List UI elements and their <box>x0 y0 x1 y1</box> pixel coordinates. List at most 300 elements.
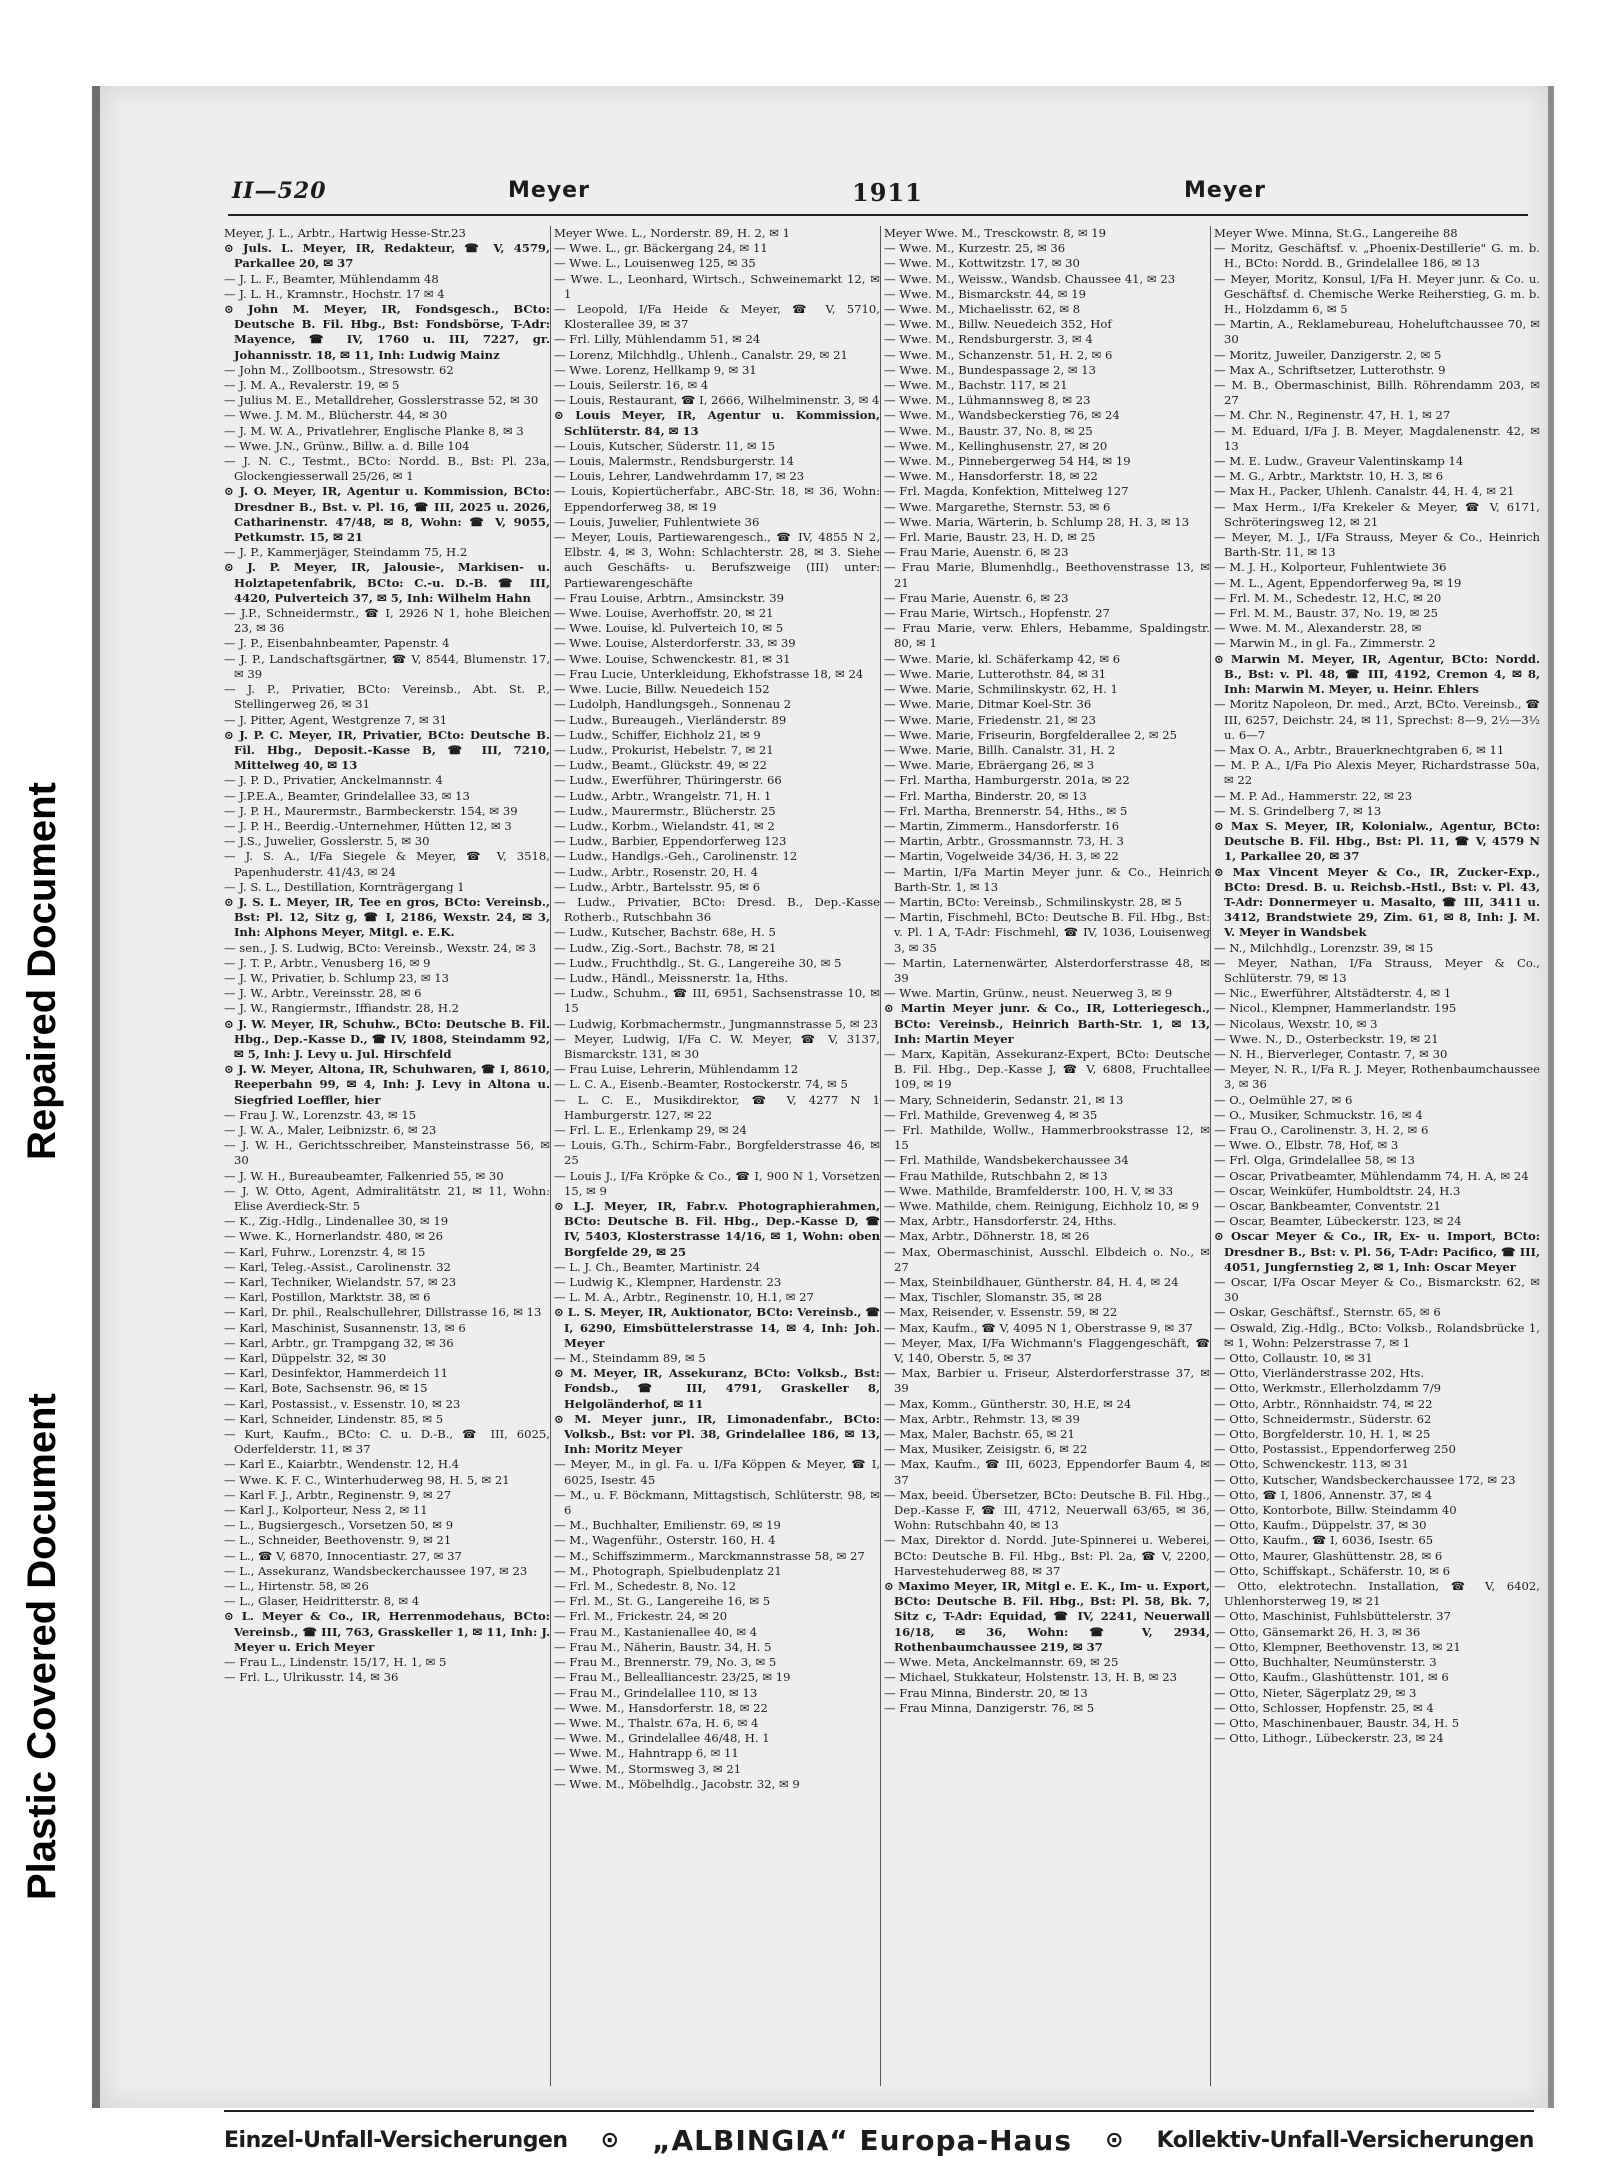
directory-entry: — Meyer, Louis, Partiewarengesch., ☎ IV, 4855 N 2, Elbstr. 4, ✉ 3, Wohn: Schlachterstr. 28, ✉ 3. Siehe auch Geschäfts- u. Berufszweige (III) unter: Partiewarengeschäfte <box>554 530 880 590</box>
directory-entry: — Wwe. M., Kurzestr. 25, ✉ 36 <box>884 241 1066 256</box>
footer-rule <box>224 2110 1534 2112</box>
directory-entry: — Max O. A., Arbtr., Brauerknechtgraben 6, ✉ 11 <box>1214 742 1505 757</box>
directory-entry: — Meyer, N. R., I/Fa R. J. Meyer, Rothenbaumchaussee 3, ✉ 36 <box>1214 1062 1540 1092</box>
directory-entry: — Wwe. Mathilde, Bramfelderstr. 100, H. V, ✉ 33 <box>884 1183 1174 1198</box>
directory-entry: — Oscar, Beamter, Lübeckerstr. 123, ✉ 24 <box>1214 1214 1462 1229</box>
directory-entry: — M. J. H., Kolporteur, Fuhlentwiete 36 <box>1214 560 1447 575</box>
directory-entry: — Moritz, Juweiler, Danzigerstr. 2, ✉ 5 <box>1214 347 1442 362</box>
directory-entry: — J. L. F., Beamter, Mühlendamm 48 <box>224 271 439 286</box>
directory-entry: ⊙ Marwin M. Meyer, IR, Agentur, BCto: Nordd. B., Bst: v. Pl. 48, ☎ III, 4192, Cremon 4, ✉ 8, Inh: Marwin M. Meyer, u. Heinr. Ehlers <box>1214 651 1540 697</box>
directory-entry: — Wwe. M., Thalstr. 67a, H. 6, ✉ 4 <box>554 1715 759 1730</box>
directory-entry: ⊙ M. Meyer, IR, Assekuranz, BCto: Volksb., Bst: Fondsb., ☎ III, 4791, Graskeller 8, Helgoländerhof, ✉ 11 <box>554 1366 880 1411</box>
directory-entry: — Frl. Mathilde, Grevenweg 4, ✉ 35 <box>884 1107 1098 1122</box>
directory-entry: — Max A., Schriftsetzer, Lutterothstr. 9 <box>1214 362 1446 377</box>
directory-entry: — Ludw., Fruchthdlg., St. G., Langereihe 30, ✉ 5 <box>554 955 842 970</box>
directory-entry: — Frau Marie, Wirtsch., Hopfenstr. 27 <box>884 606 1110 621</box>
directory-entry: — Wwe. M., Möbelhdlg., Jacobstr. 32, ✉ 9 <box>554 1776 800 1791</box>
directory-entry: — Oscar, Bankbeamter, Conventstr. 21 <box>1214 1199 1441 1213</box>
directory-entry: — Otto, Kutscher, Wandsbeckerchaussee 172, ✉ 23 <box>1214 1472 1516 1487</box>
directory-entry: — Max, beeid. Übersetzer, BCto: Deutsche B. Fil. Hbg., Dep.-Kasse F, ☎ III, 4712, Neuerwall 63/65, ✉ 36, Wohn: Rutschbahn 40, ✉ 13 <box>884 1487 1210 1533</box>
directory-entry: — Louis J., I/Fa Kröpke & Co., ☎ I, 900 N 1, Vorsetzen 15, ✉ 9 <box>554 1168 880 1198</box>
directory-entry: — Martin, Zimmerm., Hansdorferstr. 16 <box>884 818 1120 833</box>
directory-entry: — Karl J., Kolporteur, Ness 2, ✉ 11 <box>224 1503 428 1518</box>
directory-entry: — Karl, Fuhrw., Lorenzstr. 4, ✉ 15 <box>224 1244 426 1259</box>
directory-entry: — Frl. Marie, Baustr. 23, H. D, ✉ 25 <box>884 530 1096 545</box>
directory-entry: — Wwe. M., Michaelisstr. 62, ✉ 8 <box>884 302 1081 317</box>
directory-entry: — Wwe. Marie, Friseurin, Borgfelderallee 2, ✉ 25 <box>884 727 1178 742</box>
directory-entry: — N., Milchhdlg., Lorenzstr. 39, ✉ 15 <box>1214 940 1434 955</box>
directory-entry: ⊙ Max Vincent Meyer & Co., IR, Zucker-Exp., BCto: Dresd. B. u. Reichsb.-Hstl., Bst: v. Pl. 43, T-Adr: Donnermeyer u. Masalto, ☎ III, 3411 u. 3412, Brandstwiete 29, Zim. 61, ✉ 8, Inh: J. M. V. Meyer in Wandsbek <box>1214 864 1540 940</box>
directory-entry: — Max, Komm., Güntherstr. 30, H.E, ✉ 24 <box>884 1396 1132 1411</box>
directory-entry: ⊙ L.J. Meyer, IR, Fabr.v. Photographierahmen, BCto: Deutsche B. Fil. Hbg., Dep.-Kasse D, ☎ IV, 5403, Klosterstrasse 14/16, ✉ 1, Wohn: oben Borgfelde 29, ✉ 25 <box>554 1199 880 1259</box>
directory-entry: — Karl, Techniker, Wielandstr. 57, ✉ 23 <box>224 1275 457 1290</box>
directory-entry: — Kurt, Kaufm., BCto: C. u. D.-B., ☎ III, 6025, Oderfelderstr. 11, ✉ 37 <box>224 1427 550 1457</box>
directory-entry: — J. P., Kammerjäger, Steindamm 75, H.2 <box>224 545 468 560</box>
directory-entry: — M. P. Ad., Hammerstr. 22, ✉ 23 <box>1214 788 1413 803</box>
directory-entry: ⊙ L. S. Meyer, IR, Auktionator, BCto: Vereinsb., ☎ I, 6290, Eimsbüttelerstrasse 14, ✉ 4, Inh: Joh. Meyer <box>554 1305 880 1350</box>
header-rule <box>228 214 1528 216</box>
directory-entry: — J. P. H., Maurermstr., Barmbeckerstr. 154, ✉ 39 <box>224 803 518 818</box>
directory-entry: — Ludwig, Korbmachermstr., Jungmannstrasse 5, ✉ 23 <box>554 1016 879 1031</box>
directory-entry: — Wwe. M., Kellinghusenstr. 27, ✉ 20 <box>884 438 1108 453</box>
directory-entry: — Karl, Postassist., v. Essenstr. 10, ✉ 23 <box>224 1396 461 1411</box>
directory-entry: — Wwe. Marie, Lutterothstr. 84, ✉ 31 <box>884 666 1107 681</box>
directory-entry: — Wwe. M., Wandsbeckerstieg 76, ✉ 24 <box>884 408 1120 423</box>
directory-entry: — Wwe. K. F. C., Winterhuderweg 98, H. 5, ✉ 21 <box>224 1472 510 1487</box>
directory-entry: — J. P. H., Beerdig.-Unternehmer, Hütten 12, ✉ 3 <box>224 818 512 833</box>
directory-entry: — Ludolph, Handlungsgeh., Sonnenau 2 <box>554 697 792 712</box>
directory-entry: — J. P. D., Privatier, Anckelmannstr. 4 <box>224 773 443 788</box>
directory-entry: ⊙ J. P. C. Meyer, IR, Privatier, BCto: Deutsche B. Fil. Hbg., Deposit.-Kasse B, ☎ III, 7210, Mittelweg 40, ✉ 13 <box>224 727 550 773</box>
directory-entry: — Martin, Vogelweide 34/36, H. 3, ✉ 22 <box>884 849 1119 864</box>
directory-entry: — Wwe. M., Baustr. 37, No. 8, ✉ 25 <box>884 423 1093 438</box>
directory-entry: — Karl, Düppelstr. 32, ✉ 30 <box>224 1351 387 1366</box>
directory-entry: — Wwe. Louise, Schwenckestr. 81, ✉ 31 <box>554 651 791 666</box>
directory-entry: — Frau M., Bellealliancestr. 23/25, ✉ 19 <box>554 1670 791 1685</box>
directory-entry: — Karl, Dr. phil., Realschullehrer, Dillstrasse 16, ✉ 13 <box>224 1305 542 1320</box>
directory-entry: — O., Oelmühle 27, ✉ 6 <box>1214 1092 1353 1107</box>
directory-entry: — Ludw., Kutscher, Bachstr. 68e, H. 5 <box>554 925 776 940</box>
directory-entry: — Martin, I/Fa Martin Meyer junr. & Co., Heinrich Barth-Str. 1, ✉ 13 <box>884 864 1210 894</box>
directory-entry: — J. S. A., I/Fa Siegele & Meyer, ☎ V, 3518, Papenhuderstr. 41/43, ✉ 24 <box>224 849 550 879</box>
directory-entry: — Wwe. M., Schanzenstr. 51, H. 2, ✉ 6 <box>884 347 1113 362</box>
directory-entry: Meyer Wwe. L., Norderstr. 89, H. 2, ✉ 1 <box>554 226 791 240</box>
directory-entry: — Frl. M. M., Baustr. 37, No. 19, ✉ 25 <box>1214 606 1438 621</box>
directory-entry: — Wwe. Louise, kl. Pulverteich 10, ✉ 5 <box>554 621 784 636</box>
directory-entry: — Oscar, I/Fa Oscar Meyer & Co., Bismarckstr. 62, ✉ 30 <box>1214 1275 1540 1305</box>
page-number: II—520 <box>232 178 327 204</box>
page-content <box>128 86 1540 2157</box>
directory-entry: — Otto, elektrotechn. Installation, ☎ V, 6402, Uhlenhorsterweg 19, ✉ 21 <box>1214 1579 1540 1609</box>
directory-entry: — M., u. F. Böckmann, Mittagstisch, Schlüterstr. 98, ✉ 6 <box>554 1487 880 1518</box>
directory-entry: — Frau J. W., Lorenzstr. 43, ✉ 15 <box>224 1107 417 1122</box>
directory-entry: — Karl, Postillon, Marktstr. 38, ✉ 6 <box>224 1290 431 1305</box>
year-heading: 1911 <box>852 178 923 207</box>
directory-entry: — Frl. Olga, Grindelallee 58, ✉ 13 <box>1214 1153 1415 1168</box>
directory-entry: — Otto, Schwenckestr. 113, ✉ 31 <box>1214 1457 1409 1472</box>
directory-entry: — Frl. Lilly, Mühlendamm 51, ✉ 24 <box>554 332 761 347</box>
directory-entry: — Otto, Maschinist, Fuhlsbüttelerstr. 37 <box>1214 1609 1451 1624</box>
directory-entry: — Meyer, M. J., I/Fa Strauss, Meyer & Co., Heinrich Barth-Str. 11, ✉ 13 <box>1214 530 1540 560</box>
directory-entry: — Louis, Kutscher, Süderstr. 11, ✉ 15 <box>554 438 776 453</box>
directory-entry: — N. H., Bierverleger, Contastr. 7, ✉ 30 <box>1214 1046 1448 1061</box>
directory-entry: — Frau Minna, Binderstr. 20, ✉ 13 <box>884 1685 1088 1700</box>
directory-entry: — J. W., Arbtr., Vereinsstr. 28, ✉ 6 <box>224 986 422 1001</box>
directory-entry: — Karl, Maschinist, Susannenstr. 13, ✉ 6 <box>224 1320 466 1335</box>
directory-entry: ⊙ Max S. Meyer, IR, Kolonialw., Agentur, BCto: Deutsche B. Fil. Hbg., Bst: Pl. 11, ☎ V, 4579 N 1, Parkallee 20, ✉ 37 <box>1214 818 1540 864</box>
directory-entry: — Frau M., Näherin, Baustr. 34, H. 5 <box>554 1639 772 1654</box>
directory-entry: — J.P., Schneidermstr., ☎ I, 2926 N 1, hohe Bleichen 23, ✉ 36 <box>224 606 550 636</box>
directory-entry: — Otto, Werkmstr., Ellerholzdamm 7/9 <box>1214 1381 1441 1396</box>
directory-entry: — Wwe. Marie, Friedenstr. 21, ✉ 23 <box>884 712 1097 727</box>
directory-entry: ⊙ J. W. Meyer, IR, Schuhw., BCto: Deutsche B. Fil. Hbg., Dep.-Kasse D., ☎ IV, 1808, Steindamm 92, ✉ 5, Inh: J. Levy u. Jul. Hirschfeld <box>224 1016 550 1061</box>
directory-entry: ⊙ J. W. Meyer, Altona, IR, Schuhwaren, ☎ I, 8610, Reeperbahn 99, ✉ 4, Inh: J. Levy in Altona u. Siegfried Loeffler, hier <box>224 1062 550 1107</box>
directory-entry: ⊙ J. P. Meyer, IR, Jalousie-, Markisen- u. Holztapetenfabrik, BCto: C.-u. D.-B. ☎ III, 4420, Pulverteich 37, ✉ 5, Inh: Wilhelm Hahn <box>224 560 550 605</box>
directory-entry: — Wwe. M., Stormsweg 3, ✉ 21 <box>554 1761 742 1776</box>
directory-entry: — Max, Tischler, Slomanstr. 35, ✉ 28 <box>884 1290 1103 1305</box>
directory-entry: — Wwe. M., Weissw., Wandsb. Chaussee 41, ✉ 23 <box>884 271 1176 286</box>
directory-entry: — Frl. M., Frickestr. 24, ✉ 20 <box>554 1609 728 1624</box>
directory-entry: — Martin, Arbtr., Grossmannstr. 73, H. 3 <box>884 834 1124 849</box>
directory-entry: — Wwe. Margarethe, Sternstr. 53, ✉ 6 <box>884 499 1111 514</box>
directory-entry: ⊙ M. Meyer junr., IR, Limonadenfabr., BCto: Volksb., Bst: vor Pl. 38, Grindelallee 186, ✉ 13, Inh: Moritz Meyer <box>554 1411 880 1457</box>
directory-entry: — Frau Marie, verw. Ehlers, Hebamme, Spaldingstr. 80, ✉ 1 <box>884 621 1210 651</box>
directory-entry: — Meyer, M., in gl. Fa. u. I/Fa Köppen & Meyer, ☎ I, 6025, Isestr. 45 <box>554 1457 880 1487</box>
directory-entry: — Ludw., Beamt., Glückstr. 49, ✉ 22 <box>554 758 767 773</box>
directory-entry: — Wwe. Lorenz, Hellkamp 9, ✉ 31 <box>554 362 757 377</box>
directory-entry: — J. W. H., Bureaubeamter, Falkenried 55, ✉ 30 <box>224 1168 504 1183</box>
directory-entry: — Wwe. M., Hansdorferstr. 18, ✉ 22 <box>554 1700 768 1715</box>
directory-entry: — Frau Marie, Auenstr. 6, ✉ 23 <box>884 545 1069 560</box>
directory-entry: — Wwe. Meta, Anckelmannstr. 69, ✉ 25 <box>884 1655 1119 1670</box>
directory-entry: — J. W., Rangiermstr., Iffiandstr. 28, H.2 <box>224 1001 460 1016</box>
footer-center-text: „ALBINGIA“ Europa-Haus <box>652 2123 1073 2157</box>
directory-entry: — Max, Musiker, Zeisigstr. 6, ✉ 22 <box>884 1442 1088 1457</box>
directory-entry: ⊙ John M. Meyer, IR, Fondsgesch., BCto: Deutsche B. Fil. Hbg., Bst: Fondsbörse, T-Adr: Mayence, ☎ IV, 1760 u. III, 7227, gr. Johannisstr. 18, ✉ 11, Inh: Ludwig Mainz <box>224 302 550 362</box>
directory-entry: Meyer Wwe. M., Tresckowstr. 8, ✉ 19 <box>884 226 1107 240</box>
directory-entry: — Oskar, Geschäftsf., Sternstr. 65, ✉ 6 <box>1214 1305 1441 1320</box>
plastic-covered-label: Plastic Covered Document <box>20 1393 64 1900</box>
directory-entry: — M. Chr. N., Reginenstr. 47, H. 1, ✉ 27 <box>1214 408 1451 423</box>
directory-entry: — Ludw., Privatier, BCto: Dresd. B., Dep.-Kasse Rotherb., Rutschbahn 36 <box>554 894 880 925</box>
directory-entry: — Frau Mathilde, Rutschbahn 2, ✉ 13 <box>884 1168 1108 1183</box>
directory-entry: — Otto, Klempner, Beethovenstr. 13, ✉ 21 <box>1214 1639 1461 1654</box>
left-running-head: Meyer <box>508 178 590 203</box>
directory-entry: ⊙ Oscar Meyer & Co., IR, Ex- u. Import, BCto: Dresdner B., Bst: v. Pl. 56, T-Adr: Pacifico, ☎ III, 4051, Jungfernstieg 2, ✉ 1, Inh: Oscar Meyer <box>1214 1229 1540 1274</box>
directory-entry: — Ludw., Handlgs.-Geh., Carolinenstr. 12 <box>554 849 798 864</box>
directory-entry: — Oscar, Privatbeamter, Mühlendamm 74, H. A, ✉ 24 <box>1214 1168 1529 1183</box>
directory-entry: — Wwe. O., Elbstr. 78, Hof, ✉ 3 <box>1214 1138 1399 1153</box>
directory-entry: — Otto, Kaufm., Glashüttenstr. 101, ✉ 6 <box>1214 1670 1449 1685</box>
directory-entry: — Otto, Schlosser, Hopfenstr. 25, ✉ 4 <box>1214 1700 1434 1715</box>
directory-entry: — M. Eduard, I/Fa J. B. Meyer, Magdalenenstr. 42, ✉ 13 <box>1214 423 1540 453</box>
directory-entry: — Otto, Postassist., Eppendorferweg 250 <box>1214 1442 1456 1457</box>
directory-entry: — J. M. W. A., Privatlehrer, Englische Planke 8, ✉ 3 <box>224 423 524 438</box>
right-running-head: Meyer <box>1184 178 1266 203</box>
directory-entry: — L., Hirtenstr. 58, ✉ 26 <box>224 1579 369 1594</box>
directory-entry: — Nicol., Klempner, Hammerlandstr. 195 <box>1214 1001 1457 1016</box>
directory-entry: — Frau Lucie, Unterkleidung, Ekhofstrasse 18, ✉ 24 <box>554 666 864 681</box>
directory-entry: — J.P.E.A., Beamter, Grindelallee 33, ✉ 13 <box>224 788 470 803</box>
directory-entry: — Frl. Martha, Hamburgerstr. 201a, ✉ 22 <box>884 773 1130 788</box>
directory-entry: — Wwe. M., Billw. Neuedeich 352, Hof <box>884 317 1112 332</box>
directory-entry: — M., Steindamm 89, ✉ 5 <box>554 1351 706 1366</box>
directory-entry: — Max, Direktor d. Nordd. Jute-Spinnerei u. Weberei, BCto: Deutsche B. Fil. Hbg., Bst: Pl. 2a, ☎ V, 2200, Harvestehuderweg 88, ✉ 37 <box>884 1533 1210 1578</box>
directory-entry: — Ludw., Arbtr., Wrangelstr. 71, H. 1 <box>554 788 772 803</box>
directory-entry: — Meyer, Moritz, Konsul, I/Fa H. Meyer junr. & Co. u. Geschäftsf. d. Chemische Werke Reiherstieg, G. m. b. H., Holzdamm 6, ✉ 5 <box>1214 271 1540 317</box>
column-divider <box>1210 226 1211 2086</box>
directory-entry: — Otto, Collaustr. 10, ✉ 31 <box>1214 1351 1373 1366</box>
directory-entry: — Ludw., Arbtr., Rosenstr. 20, H. 4 <box>554 864 759 879</box>
directory-entry: — Otto, Arbtr., Rönnhaidstr. 74, ✉ 22 <box>1214 1396 1433 1411</box>
directory-entry: — Frl. M., St. G., Langereihe 16, ✉ 5 <box>554 1594 771 1609</box>
directory-entry: — J. W. A., Maler, Leibnizstr. 6, ✉ 23 <box>224 1122 437 1137</box>
directory-entry: — J. L. H., Kramnstr., Hochstr. 17 ✉ 4 <box>224 286 445 301</box>
directory-entry: — Karl, Teleg.-Assist., Carolinenstr. 32 <box>224 1259 451 1274</box>
directory-entry: — J. W. Otto, Agent, Admiralitätstr. 21, ✉ 11, Wohn: Elise Averdieck-Str. 5 <box>224 1183 550 1213</box>
directory-entry: — Wwe. Marie, kl. Schäferkamp 42, ✉ 6 <box>884 651 1121 666</box>
directory-entry: — Wwe. M., Bundespassage 2, ✉ 13 <box>884 362 1096 377</box>
directory-entry: — Max H., Packer, Uhlenh. Canalstr. 44, H. 4, ✉ 21 <box>1214 484 1515 499</box>
directory-entry: — Wwe. M. M., Alexanderstr. 28, ✉ <box>1214 621 1422 636</box>
directory-entry: — Wwe. Marie, Ebräergang 26, ✉ 3 <box>884 758 1095 773</box>
directory-entry: — M. L., Agent, Eppendorferweg 9a, ✉ 19 <box>1214 575 1462 590</box>
directory-entry: — Louis, G.Th., Schirm-Fabr., Borgfelderstrasse 46, ✉ 25 <box>554 1138 880 1168</box>
directory-entry: — J. W. H., Gerichtsschreiber, Mansteinstrasse 56, ✉ 30 <box>224 1138 550 1168</box>
footer-bullet-icon: ⊙ <box>1105 2127 1124 2153</box>
directory-entry: ⊙ L. Meyer & Co., IR, Herrenmodehaus, BCto: Vereinsb., ☎ III, 763, Grasskeller 1, ✉ 11, Inh: J. Meyer u. Erich Meyer <box>224 1609 550 1654</box>
directory-entry: — Karl, Arbtr., gr. Trampgang 32, ✉ 36 <box>224 1335 454 1350</box>
directory-entry: — Karl, Schneider, Lindenstr. 85, ✉ 5 <box>224 1411 444 1426</box>
directory-entry: — Ludw., Prokurist, Hebelstr. 7, ✉ 21 <box>554 742 774 757</box>
directory-entry: — O., Musiker, Schmuckstr. 16, ✉ 4 <box>1214 1107 1423 1122</box>
directory-entry: — Max, Kaufm., ☎ V, 4095 N 1, Oberstrasse 9, ✉ 37 <box>884 1320 1193 1335</box>
directory-entry: — Otto, Kontorbote, Billw. Steindamm 40 <box>1214 1503 1457 1518</box>
column-4 <box>1214 226 1540 2106</box>
directory-entry: — Frl. L. E., Erlenkamp 29, ✉ 24 <box>554 1122 747 1137</box>
directory-entry: — Louis, Juwelier, Fuhlentwiete 36 <box>554 514 760 529</box>
directory-entry: — L., ☎ V, 6870, Innocentiastr. 27, ✉ 37 <box>224 1548 462 1563</box>
directory-entry: — Wwe. M., Bismarckstr. 44, ✉ 19 <box>884 286 1086 301</box>
directory-entry: — Frl. Martha, Binderstr. 20, ✉ 13 <box>884 788 1087 803</box>
directory-entry: — Ludw., Schiffer, Eichholz 21, ✉ 9 <box>554 727 761 742</box>
directory-entry: — Karl E., Kaiarbtr., Wendenstr. 12, H.4 <box>224 1457 460 1472</box>
directory-entry: — Wwe. M., Grindelallee 46/48, H. 1 <box>554 1731 770 1746</box>
directory-entry: ⊙ Martin Meyer junr. & Co., IR, Lotteriegesch., BCto: Vereinsb., Heinrich Barth-Str. 1, ✉ 13, Inh: Martin Meyer <box>884 1001 1210 1046</box>
directory-entry: — Ludw., Arbtr., Bartelsstr. 95, ✉ 6 <box>554 879 761 894</box>
directory-entry: — Wwe. Martin, Grünw., neust. Neuerweg 3, ✉ 9 <box>884 986 1173 1001</box>
directory-entry: — Louis, Seilerstr. 16, ✉ 4 <box>554 378 709 393</box>
directory-entry: — Frau Minna, Danzigerstr. 76, ✉ 5 <box>884 1700 1095 1715</box>
directory-entry: — Max, Maler, Bachstr. 65, ✉ 21 <box>884 1427 1075 1442</box>
directory-entry: — Ludw., Maurermstr., Blücherstr. 25 <box>554 803 776 818</box>
directory-entry: — Julius M. E., Metalldreher, Gosslerstrasse 52, ✉ 30 <box>224 393 539 408</box>
directory-entry: — J. M. A., Revalerstr. 19, ✉ 5 <box>224 378 400 393</box>
directory-entry: — sen., J. S. Ludwig, BCto: Vereinsb., Wexstr. 24, ✉ 3 <box>224 940 537 955</box>
directory-entry: — Otto, Schneidermstr., Süderstr. 62 <box>1214 1411 1432 1426</box>
directory-entry: ⊙ J. S. L. Meyer, IR, Tee en gros, BCto: Vereinsb., Bst: Pl. 12, Sitz g, ☎ I, 2186, Wexstr. 24, ✉ 3, Inh: Alphons Meyer, Mitgl. e. E.K. <box>224 894 550 940</box>
directory-entry: — Frau M., Grindelallee 110, ✉ 13 <box>554 1685 758 1700</box>
directory-entry: — Max, Barbier u. Friseur, Alsterdorferstrasse 37, ✉ 39 <box>884 1366 1210 1396</box>
directory-entry: — Wwe. M., Hahntrapp 6, ✉ 11 <box>554 1746 739 1761</box>
directory-entry: — Martin, BCto: Vereinsb., Schmilinskystr. 28, ✉ 5 <box>884 894 1182 909</box>
directory-entry: — L., Bugsiergesch., Vorsetzen 50, ✉ 9 <box>224 1518 454 1533</box>
directory-entry: — M., Photograph, Spielbudenplatz 21 <box>554 1563 782 1578</box>
directory-entry: — Otto, ☎ I, 1806, Annenstr. 37, ✉ 4 <box>1214 1487 1433 1502</box>
directory-entry: — Wwe. M., Bachstr. 117, ✉ 21 <box>884 378 1068 393</box>
directory-entry: — Frau Marie, Blumenhdlg., Beethovenstrasse 13, ✉ 21 <box>884 560 1210 590</box>
directory-entry: ⊙ J. O. Meyer, IR, Agentur u. Kommission, BCto: Dresdner B., Bst. v. Pl. 16, ☎ III, 2025 u. 2026, Catharinenstr. 47/48, ✉ 8, Wohn: ☎ V, 9055, Petkumstr. 15, ✉ 21 <box>224 484 550 545</box>
directory-entry: — Frau L., Lindenstr. 15/17, H. 1, ✉ 5 <box>224 1655 447 1670</box>
directory-entry: — M. B., Obermaschinist, Billh. Röhrendamm 203, ✉ 27 <box>1214 378 1540 408</box>
directory-entry: — Frau Marie, Auenstr. 6, ✉ 23 <box>884 590 1069 605</box>
directory-entry: ⊙ Juls. L. Meyer, IR, Redakteur, ☎ V, 4579, Parkallee 20, ✉ 37 <box>224 241 550 271</box>
directory-entry: — Wwe. Marie, Billh. Canalstr. 31, H. 2 <box>884 742 1116 757</box>
directory-entry: — Wwe. J. M. M., Blücherstr. 44, ✉ 30 <box>224 408 448 423</box>
footer-right-text: Kollektiv-Unfall-Versicherungen <box>1156 2127 1534 2153</box>
directory-entry: — M., Buchhalter, Emilienstr. 69, ✉ 19 <box>554 1518 781 1533</box>
directory-entry: — Wwe. Louise, Alsterdorferstr. 33, ✉ 39 <box>554 636 796 651</box>
directory-entry: — Martin, Fischmehl, BCto: Deutsche B. Fil. Hbg., Bst: v. Pl. 1 A, T-Adr: Fischmehl, ☎ IV, 1036, Louisenweg 3, ✉ 35 <box>884 910 1210 955</box>
directory-entry: — Wwe. Louise, Averhoffstr. 20, ✉ 21 <box>554 606 774 621</box>
directory-entry: — Louis, Malermstr., Rendsburgerstr. 14 <box>554 454 794 469</box>
directory-entry: — Louis, Kopiertücherfabr., ABC-Str. 18, ✉ 36, Wohn: Eppendorferweg 38, ✉ 19 <box>554 484 880 514</box>
directory-entry: — L. J. Ch., Beamter, Martinistr. 24 <box>554 1259 761 1274</box>
directory-entry: — Wwe. J.N., Grünw., Billw. a. d. Bille 104 <box>224 438 470 453</box>
directory-entry: — L., Schneider, Beethovenstr. 9, ✉ 21 <box>224 1533 452 1548</box>
directory-entry: — Karl, Desinfektor, Hammerdeich 11 <box>224 1366 449 1381</box>
footer-advert <box>224 2120 1534 2160</box>
directory-entry: — J. T. P., Arbtr., Venusberg 16, ✉ 9 <box>224 955 431 970</box>
directory-entry: — Max, Reisender, v. Essenstr. 59, ✉ 22 <box>884 1305 1118 1320</box>
directory-entry: — Lorenz, Milchhdlg., Uhlenh., Canalstr. 29, ✉ 21 <box>554 347 848 362</box>
directory-entry: — Karl, Bote, Sachsenstr. 96, ✉ 15 <box>224 1381 428 1396</box>
directory-entry: — Wwe. L., Louisenweg 125, ✉ 35 <box>554 256 756 271</box>
directory-entry: — L. C. A., Eisenb.-Beamter, Rostockerstr. 74, ✉ 5 <box>554 1077 848 1092</box>
directory-entry: — Frau Luise, Lehrerin, Mühlendamm 12 <box>554 1062 799 1077</box>
directory-entry: — Ludwig K., Klempner, Hardenstr. 23 <box>554 1275 782 1290</box>
directory-entry: — L., Assekuranz, Wandsbeckerchaussee 197, ✉ 23 <box>224 1563 528 1578</box>
directory-entry: — L., Glaser, Heidritterstr. 8, ✉ 4 <box>224 1594 420 1609</box>
directory-entry: — Martin, Laternenwärter, Alsterdorferstrasse 48, ✉ 39 <box>884 955 1210 985</box>
directory-entry: — M., Schiffszimmerm., Marckmannstrasse 58, ✉ 27 <box>554 1548 865 1563</box>
directory-entry: — J. P., Landschaftsgärtner, ☎ V, 8544, Blumenstr. 17, ✉ 39 <box>224 651 550 681</box>
directory-entry: — Nicolaus, Wexstr. 10, ✉ 3 <box>1214 1016 1378 1031</box>
directory-entry: — Frau O., Carolinenstr. 3, H. 2, ✉ 6 <box>1214 1122 1429 1137</box>
directory-entry: — Otto, Lithogr., Lübeckerstr. 23, ✉ 24 <box>1214 1731 1444 1746</box>
directory-entry: — Martin, A., Reklamebureau, Hoheluftchaussee 70, ✉ 30 <box>1214 317 1540 347</box>
directory-entry: — Frau Louise, Arbtrn., Amsinckstr. 39 <box>554 590 785 605</box>
directory-entry: — Wwe. L., gr. Bäckergang 24, ✉ 11 <box>554 241 768 256</box>
directory-entry: — Ludw., Bureaugeh., Vierländerstr. 89 <box>554 712 787 727</box>
directory-entry: — Max, Arbtr., Rehmstr. 13, ✉ 39 <box>884 1411 1080 1426</box>
column-3 <box>884 226 1210 2106</box>
directory-entry: — Otto, Kaufm., Düppelstr. 37, ✉ 30 <box>1214 1518 1427 1533</box>
directory-entry: — Oscar, Weinküfer, Humboldtstr. 24, H.3 <box>1214 1183 1461 1198</box>
directory-entry: — Wwe. K., Hornerlandstr. 480, ✉ 26 <box>224 1229 443 1244</box>
directory-entry: — Wwe. M., Hansdorferstr. 18, ✉ 22 <box>884 469 1098 484</box>
directory-entry: — Ludw., Barbier, Eppendorferweg 123 <box>554 834 787 849</box>
directory-entry: — J. W., Privatier, b. Schlump 23, ✉ 13 <box>224 970 449 985</box>
directory-entry: — Otto, Buchhalter, Neumünsterstr. 3 <box>1214 1655 1437 1670</box>
directory-entry: — Wwe. Marie, Schmilinskystr. 62, H. 1 <box>884 682 1118 697</box>
directory-entry: — Ludw., Zig.-Sort., Bachstr. 78, ✉ 21 <box>554 940 777 955</box>
directory-entry: — Frl. Magda, Konfektion, Mittelweg 127 <box>884 484 1129 499</box>
column-1 <box>224 226 550 2106</box>
directory-entry: — Wwe. L., Leonhard, Wirtsch., Schweinemarkt 12, ✉ 1 <box>554 271 880 301</box>
footer-bullet-icon: ⊙ <box>600 2127 620 2153</box>
directory-entry: — Ludw., Händl., Meissnerstr. 1a, Hths. <box>554 970 789 985</box>
directory-entry: — Mary, Schneiderin, Sedanstr. 21, ✉ 13 <box>884 1092 1124 1107</box>
directory-entry: — Frau M., Kastanienallee 40, ✉ 4 <box>554 1624 758 1639</box>
directory-entry: — Otto, Vierländerstrasse 202, Hts. <box>1214 1366 1425 1381</box>
directory-entry: — Frau M., Brennerstr. 79, No. 3, ✉ 5 <box>554 1655 777 1670</box>
directory-page <box>92 86 1554 2157</box>
directory-entry: — Frl. M., Schedestr. 8, No. 12 <box>554 1579 736 1594</box>
directory-entry: — Wwe. N., D., Osterbeckstr. 19, ✉ 21 <box>1214 1031 1439 1046</box>
directory-entry: — J. P., Eisenbahnbeamter, Papenstr. 4 <box>224 636 450 651</box>
directory-entry: — Otto, Nieter, Sägerplatz 29, ✉ 3 <box>1214 1685 1417 1700</box>
directory-entry: — Frl. Mathilde, Wollw., Hammerbrookstrasse 12, ✉ 15 <box>884 1122 1210 1153</box>
directory-entry: — Frl. Mathilde, Wandsbekerchaussee 34 <box>884 1153 1129 1168</box>
directory-entry: — Moritz Napoleon, Dr. med., Arzt, BCto. Vereinsb., ☎ III, 6257, Deichstr. 24, ✉ 11, Sprechst: 8—9, 2½—3½ u. 6—7 <box>1214 697 1540 742</box>
directory-entry: ⊙ Maximo Meyer, IR, Mitgl e. E. K., Im- u. Export, BCto: Deutsche B. Fil. Hbg., Bst: Pl. 58, Bk. 7, Sitz c, T-Adr: Equidad, ☎ IV, 2241, Neuerwall 16/18, ✉ 36, Wohn: ☎ V, 2934, Rothenbaumchaussee 219, ✉ 37 <box>884 1579 1210 1654</box>
directory-entry: — Karl F. J., Arbtr., Reginenstr. 9, ✉ 27 <box>224 1487 452 1502</box>
directory-entry: — L. C. E., Musikdirektor, ☎ V, 4277 N 1 Hamburgerstr. 127, ✉ 22 <box>554 1092 880 1122</box>
directory-entry: — Otto, Gänsemarkt 26, H. 3, ✉ 36 <box>1214 1624 1421 1639</box>
directory-entry: Meyer Wwe. Minna, St.G., Langereihe 88 <box>1214 226 1458 240</box>
directory-entry: — Wwe. M., Kottwitzstr. 17, ✉ 30 <box>884 256 1080 271</box>
directory-entry: — Wwe. Mathilde, chem. Reinigung, Eichholz 10, ✉ 9 <box>884 1199 1200 1213</box>
directory-entry: — Otto, Borgfelderstr. 10, H. 1, ✉ 25 <box>1214 1427 1431 1442</box>
directory-entry: — John M., Zollbootsm., Stresowstr. 62 <box>224 362 454 377</box>
directory-entry: — J.S., Juwelier, Gosslerstr. 5, ✉ 30 <box>224 834 430 849</box>
directory-entry: — Ludw., Schuhm., ☎ III, 6951, Sachsenstrasse 10, ✉ 15 <box>554 986 880 1016</box>
directory-entry: — Max, Kaufm., ☎ III, 6023, Eppendorfer Baum 4, ✉ 37 <box>884 1457 1210 1487</box>
directory-entry: — Ludw., Korbm., Wielandstr. 41, ✉ 2 <box>554 818 775 833</box>
directory-entry: — J. Pitter, Agent, Westgrenze 7, ✉ 31 <box>224 712 448 727</box>
directory-entry: — Max, Arbtr., Hansdorferstr. 24, Hths. <box>884 1214 1117 1229</box>
directory-entry: — J. P., Privatier, BCto: Vereinsb., Abt. St. P., Stellingerweg 26, ✉ 31 <box>224 682 550 712</box>
directory-entry: — Meyer, Max, I/Fa Wichmann's Flaggengeschäft, ☎ V, 140, Oberstr. 5, ✉ 37 <box>884 1335 1210 1366</box>
directory-entry: — Meyer, Ludwig, I/Fa C. W. Meyer, ☎ V, 3137, Bismarckstr. 131, ✉ 30 <box>554 1031 880 1061</box>
directory-entry: — Ludw., Ewerführer, Thüringerstr. 66 <box>554 773 782 788</box>
directory-entry: — Leopold, I/Fa Heide & Meyer, ☎ V, 5710, Klosterallee 39, ✉ 37 <box>554 302 880 332</box>
directory-entry: — Wwe. M., Lühmannsweg 8, ✉ 23 <box>884 393 1091 408</box>
directory-entry: — Wwe. Lucie, Billw. Neuedeich 152 <box>554 682 770 697</box>
directory-entry: — Max, Obermaschinist, Ausschl. Elbdeich o. No., ✉ 27 <box>884 1244 1210 1274</box>
directory-entry: — Max Herm., I/Fa Krekeler & Meyer, ☎ V, 6171, Schröteringsweg 12, ✉ 21 <box>1214 499 1540 529</box>
column-2 <box>554 226 880 2106</box>
directory-entry: — Wwe. M., Pinnebergerweg 54 H4, ✉ 19 <box>884 454 1131 469</box>
column-divider <box>880 226 881 2086</box>
directory-entry: — Moritz, Geschäftsf. v. „Phoenix-Destillerie" G. m. b. H., BCto: Nordd. B., Grindelallee 186, ✉ 13 <box>1214 241 1540 271</box>
directory-entry: — Frl. Martha, Brennerstr. 54, Hths., ✉ 5 <box>884 803 1128 818</box>
directory-entry: ⊙ Louis Meyer, IR, Agentur u. Kommission, Schlüterstr. 84, ✉ 13 <box>554 408 880 438</box>
directory-entry: — M. S. Grindelberg 7, ✉ 13 <box>1214 803 1382 818</box>
column-divider <box>550 226 551 2086</box>
directory-entry: — Max, Arbtr., Döhnerstr. 18, ✉ 26 <box>884 1229 1090 1244</box>
directory-entry: — M. G., Arbtr., Marktstr. 10, H. 3, ✉ 6 <box>1214 469 1444 484</box>
directory-entry: — Louis, Lehrer, Landwehrdamm 17, ✉ 23 <box>554 469 805 484</box>
directory-entry: — M. E. Ludw., Graveur Valentinskamp 14 <box>1214 454 1464 469</box>
directory-entry: — Frl. M. M., Schedestr. 12, H.C, ✉ 20 <box>1214 590 1442 605</box>
directory-entry: — Oswald, Zig.-Hdlg., BCto: Volksb., Rolandsbrücke 1, ✉ 1, Wohn: Pelzerstrasse 7, ✉ 1 <box>1214 1320 1540 1350</box>
repaired-document-label: Repaired Document <box>20 782 64 1160</box>
directory-entry: — K., Zig.-Hdlg., Lindenallee 30, ✉ 19 <box>224 1214 449 1229</box>
footer-left-text: Einzel-Unfall-Versicherungen <box>224 2127 568 2153</box>
directory-entry: — Frl. L., Ulrikusstr. 14, ✉ 36 <box>224 1670 399 1685</box>
